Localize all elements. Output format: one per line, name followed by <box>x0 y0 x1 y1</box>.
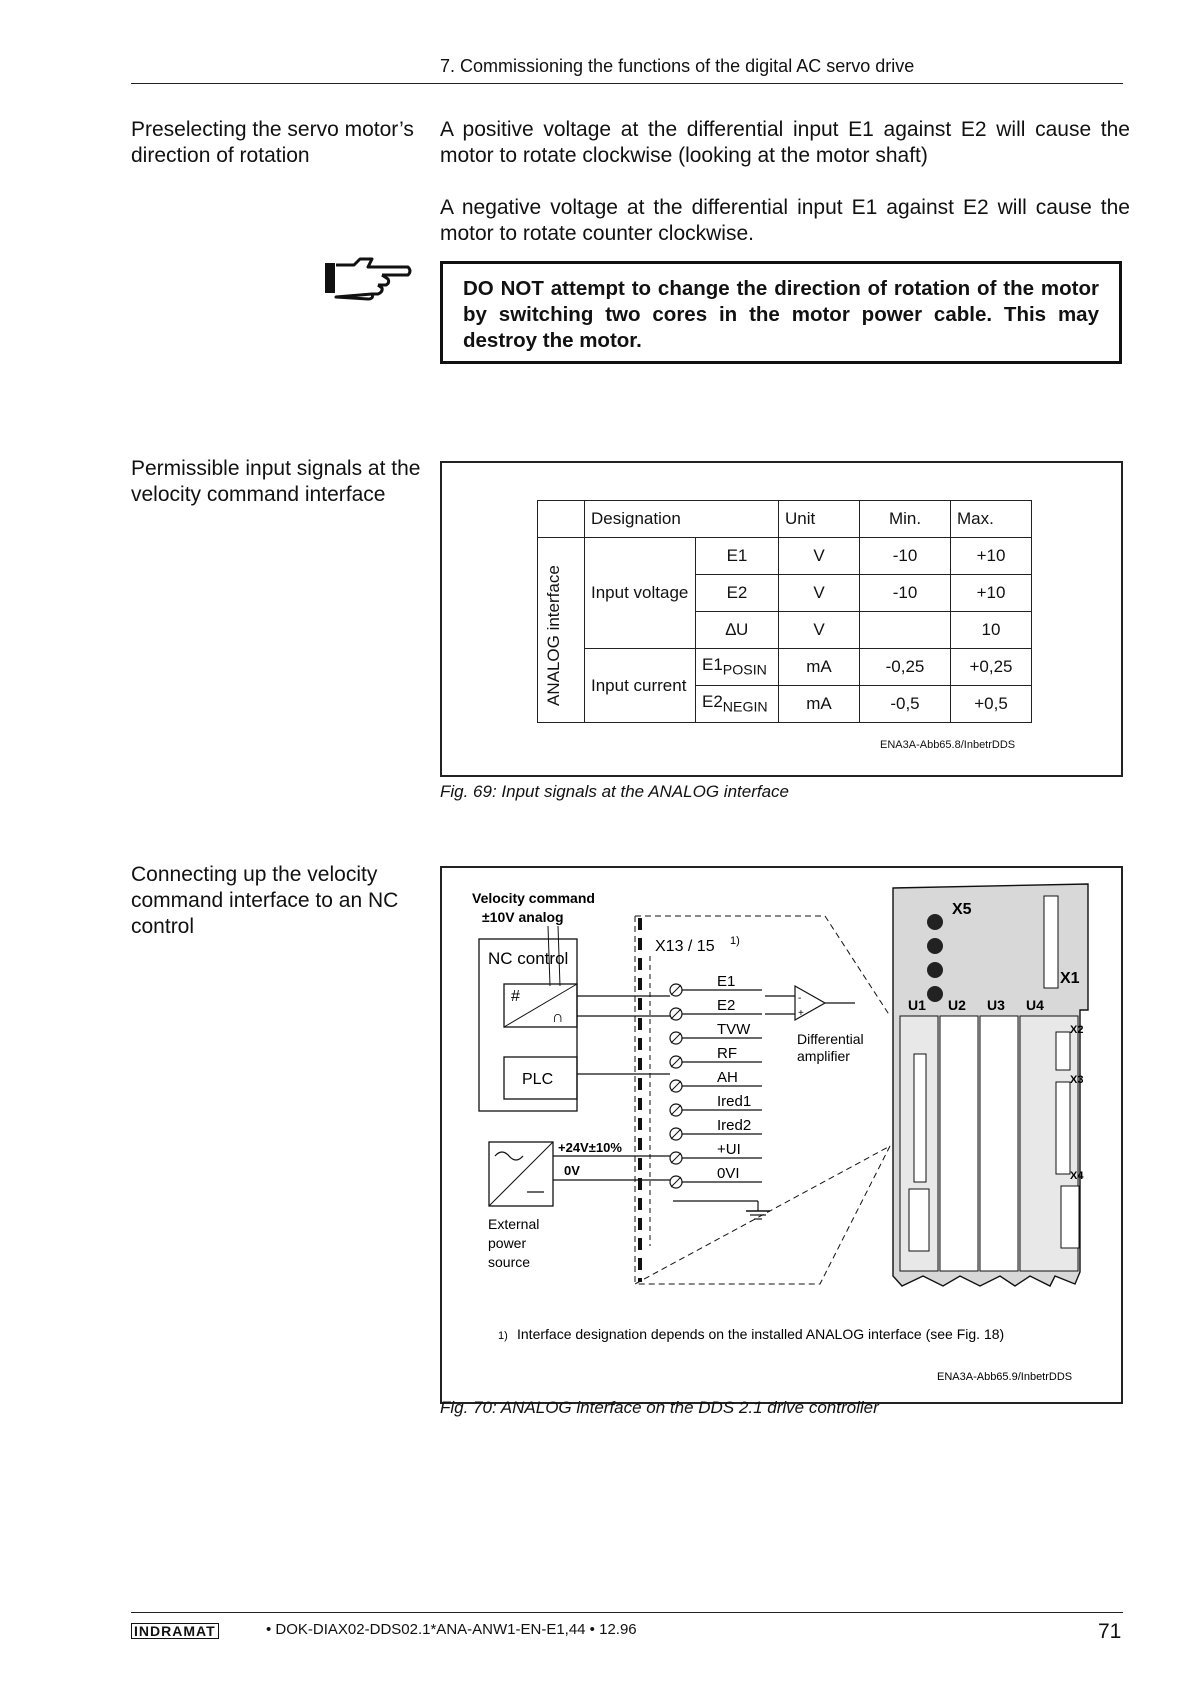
ext-power-line3: source <box>488 1254 531 1270</box>
row-e2negin-max: +0,5 <box>951 686 1032 723</box>
velocity-command-title: Velocity command <box>472 890 595 906</box>
sidehead-input-signals: Permissible input signals at the velocity command interface <box>131 457 421 506</box>
x13-label: X13 / 15 <box>655 938 715 955</box>
para-negative-voltage: A negative voltage at the differential input E1 against E2 will cause the motor to rotate counter clockwise. <box>440 196 1130 245</box>
terminal-ired1: Ired1 <box>717 1093 752 1110</box>
row-du-unit: V <box>779 612 860 649</box>
header-max: Max. <box>951 501 1032 538</box>
row-e2-name: E2 <box>696 575 779 612</box>
x13-footnote-mark: 1) <box>730 935 740 947</box>
row-e2-unit: V <box>779 575 860 612</box>
diff-amp-plus: + <box>798 1008 804 1019</box>
ext-power-line2: power <box>488 1235 527 1251</box>
terminal-ired2: Ired2 <box>717 1117 752 1134</box>
footnote-text: Interface designation depends on the installed ANALOG interface (see Fig. 18) <box>517 1326 1005 1342</box>
supply-plus-label: +24V±10% <box>558 1140 622 1155</box>
label-x5: X5 <box>952 901 972 918</box>
row-e1posin-max: +0,25 <box>951 649 1032 686</box>
x13-connector <box>914 1054 926 1182</box>
label-input-current: Input current <box>585 649 696 723</box>
row-du-max: 10 <box>951 612 1032 649</box>
led-4 <box>927 986 943 1002</box>
sidehead-connecting: Connecting up the velocity command interface to an NC control <box>131 863 399 938</box>
x3-connector <box>1056 1082 1070 1174</box>
row-e2-min: -10 <box>860 575 951 612</box>
x2-connector <box>1056 1032 1070 1070</box>
terminal-e2: E2 <box>717 997 736 1014</box>
terminal-rf: RF <box>717 1045 737 1062</box>
diff-amp-label-2: amplifier <box>797 1048 850 1064</box>
row-du-name: ∆U <box>696 612 779 649</box>
terminal-block <box>670 984 762 1188</box>
figure-69-caption: Fig. 69: Input signals at the ANALOG interface <box>440 782 789 801</box>
nc-control-label: NC control <box>488 949 569 968</box>
row-e2negin-min: -0,5 <box>860 686 951 723</box>
diff-amp-label-1: Differential <box>797 1031 864 1047</box>
terminal-e1: E1 <box>717 973 736 990</box>
label-x3: X3 <box>1070 1074 1084 1086</box>
x4-connector <box>1061 1186 1079 1248</box>
row-du-min <box>860 612 951 649</box>
running-header: 7. Commissioning the functions of the digital AC servo drive <box>440 56 915 76</box>
figure-70-caption: Fig. 70: ANALOG interface on the DDS 2.1 drive controller <box>440 1398 879 1417</box>
terminal-ui: +UI <box>717 1141 741 1158</box>
velocity-command-sub: ±10V analog <box>482 909 564 925</box>
supply-zero-label: 0V <box>564 1163 580 1178</box>
page-number: 71 <box>1098 1620 1122 1643</box>
row-e1-name: E1 <box>696 538 779 575</box>
terminal-ah: AH <box>717 1069 738 1086</box>
indramat-logo: INDRAMAT <box>131 1623 219 1639</box>
label-input-voltage: Input voltage <box>585 538 696 649</box>
figure-70-ref: ENA3A-Abb65.9/InbetrDDS <box>937 1371 1073 1383</box>
warning-box <box>440 261 1122 364</box>
led-3 <box>927 962 943 978</box>
digital-hash-icon: # <box>511 988 520 1005</box>
header-rule <box>131 83 1123 84</box>
analog-interface-diagram <box>440 866 1123 1404</box>
x9-connector <box>909 1189 929 1251</box>
figure-69-ref: ENA3A-Abb65.8/InbetrDDS <box>880 739 1016 751</box>
drive-controller <box>893 884 1088 1286</box>
row-e1-unit: V <box>779 538 860 575</box>
row-e2negin-name: $E2_{NEGIN}$ <box>696 686 779 723</box>
footer-doc-id: • DOK-DIAX02-DDS02.1*ANA-ANW1-EN-E1,44 • 12.96 <box>266 1621 637 1638</box>
label-u3: U3 <box>987 997 1005 1013</box>
table-corner <box>538 501 585 538</box>
header-designation: Designation <box>585 501 779 538</box>
para-positive-voltage: A positive voltage at the differential input E1 against E2 will cause the motor to rotate clockwise (looking at the motor shaft) <box>440 118 1130 167</box>
header-unit: Unit <box>779 501 860 538</box>
row-e1-min: -10 <box>860 538 951 575</box>
group-cell <box>538 538 585 723</box>
label-u1: U1 <box>908 997 926 1013</box>
row-e1posin-min: -0,25 <box>860 649 951 686</box>
led-2 <box>927 938 943 954</box>
footnote-mark: 1) <box>498 1330 508 1342</box>
row-e1-max: +10 <box>951 538 1032 575</box>
input-signal-table <box>537 500 1032 723</box>
led-1 <box>927 914 943 930</box>
warning-text: DO NOT attempt to change the direction of rotation of the motor by switching two cores in the motor power cable. This may destroy the motor. <box>463 277 1099 352</box>
label-u2: U2 <box>948 997 966 1013</box>
row-e2-max: +10 <box>951 575 1032 612</box>
pointing-hand-icon <box>322 257 414 303</box>
row-e1posin-name: $E1_{POSIN}$ <box>696 649 779 686</box>
terminal-tvw: TVW <box>717 1021 751 1038</box>
plc-label: PLC <box>522 1071 554 1088</box>
ext-power-line1: External <box>488 1216 540 1232</box>
row-e1posin-unit: mA <box>779 649 860 686</box>
label-x2: X2 <box>1070 1024 1084 1036</box>
label-u4: U4 <box>1026 997 1044 1013</box>
label-x1: X1 <box>1060 970 1080 987</box>
analog-wave-icon: ∩ <box>552 1009 564 1026</box>
group-label: ANALOG interface <box>544 565 563 706</box>
row-e2negin-unit: mA <box>779 686 860 723</box>
sidehead-direction: Preselecting the servo motor’s direction of rotation <box>131 118 414 167</box>
terminal-0vi: 0VI <box>717 1165 740 1182</box>
x1-connector <box>1044 896 1058 988</box>
label-x4: X4 <box>1070 1170 1084 1182</box>
footer-rule <box>131 1612 1123 1613</box>
header-min: Min. <box>860 501 951 538</box>
diff-amp-minus: - <box>798 993 802 1004</box>
